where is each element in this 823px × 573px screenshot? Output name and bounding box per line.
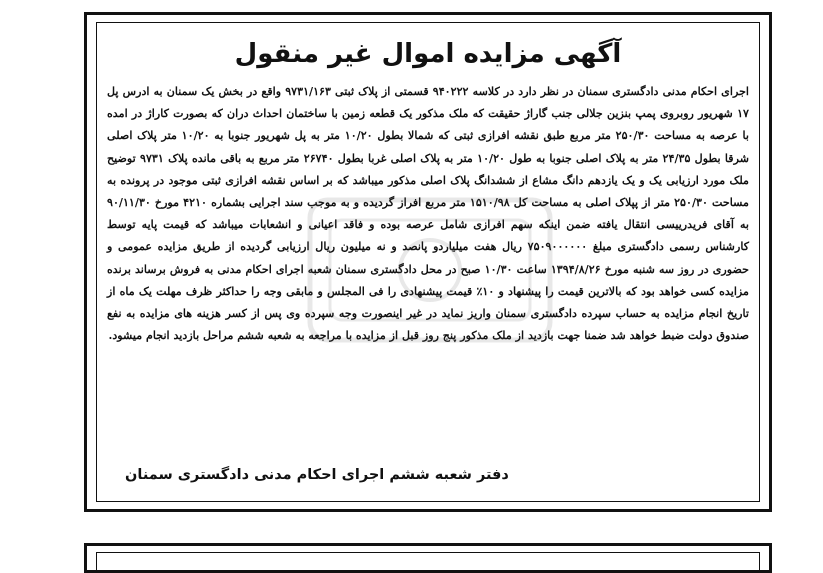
notice-body: اجرای احکام مدنی دادگستری سمنان در نظر دارد در کلاسه ۹۴۰۲۲۲ قسمتی از پلاک ثبتی ۹۷۳۱/۱۶۳ واقع در بخش یک سمنان به ادرس پل ۱۷ شهریور روبروی پمپ بنزین جلالی جنب گاراژ حقیقت که ملک مذکور یک قطعه زمین با ساختمان احداث دران که بصورت کاراژ در امده با عرصه به مساحت ۲۵۰/۳۰ متر مربع طبق نقشه افرازی ثبتی که شمالا بطول ۱۰/۲۰ متر به پل شهریور جنوبا به ۱۰/۲۰ متر پلاک اصلی شرقا بطول ۲۴/۳۵ متر به پلاک اصلی جنوبا به طول ۱۰/۲۰ متر به پلاک اصلی غربا بطول ۲۶۷۴۰ متر مربع به باقی مانده پلاک ۹۷۳۱ توضیح ملک مورد ارزیابی یک و یک یازدهم دانگ مشاع از ششدانگ پلاک اصلی مذکور میباشد که بر اساس نقشه افرازی ثبتی موجود در پرونده به مساحت ۲۵۰/۳۰ متر از پپلاک اصلی به مساحت کل ۱۵۱۰/۹۸ متر مربع افراز گردیده و به موجب سند اجرایی بشماره ۴۲۱۰ مورخ ۹۰/۱۱/۳۰ به آقای فریدرییسی انتقال یافته ضمن اینکه سهم افرازی شامل عرصه بوده و فاقد اعیانی و انشعابات میباشد که قیمت پایه توسط کارشناس رسمی دادگستری مبلغ ۷۵۰۹۰۰۰۰۰۰ ریال هفت میلیاردو پانصد و نه میلیون ریال ارزیابی گردیده از طریق مزایده عمومی و حضوری در روز سه شنبه مورخ ۱۳۹۴/۸/۲۶ ساعت ۱۰/۳۰ صبح در محل دادگستری سمنان شعبه اجرای احکام مدنی به فروش برساند برنده مزایده کسی خواهد بود که بالاترین قیمت را پیشنهاد و ۱۰٪ قیمت پیشنهادی را فی المجلس و مابقی وجه را حداکثر ظرف مهلت یک ماه از تاریخ انجام مزایده به حساب سپرده دادگستری سمنان واریز نماید در غیر اینصورت وجه سپرده وی پس از کسر هزینه های مزایده به نفع صندوق دولت ضبط خواهد شد ضمنا جهت بازدید از ملک مذکور پنج روز قبل از مزایده با مراجعه به شعبه ششم مراحل بازدید انجام میشود. bbox=[107, 85, 750, 343]
notice-box bbox=[96, 22, 760, 502]
notice-signature: دفتر شعبه ششم اجرای احکام مدنی دادگستری سمنان bbox=[125, 467, 509, 483]
next-notice-inner-frame bbox=[96, 552, 760, 572]
notice-title: آگهی مزایده اموال غیر منقول bbox=[234, 39, 622, 69]
